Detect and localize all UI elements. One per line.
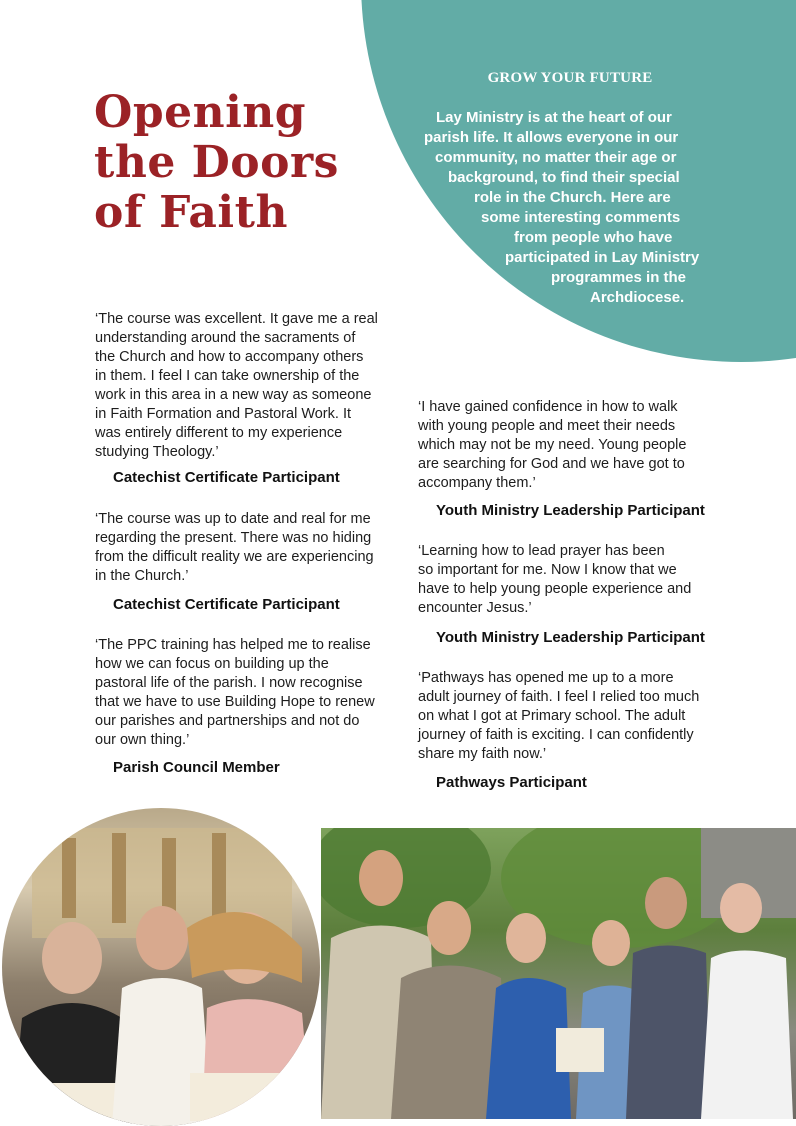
quote-line: in them. I feel I can take ownership of the xyxy=(95,368,360,384)
testimonial-attribution: Youth Ministry Leadership Participant xyxy=(436,629,705,646)
intro-line: background, to find their special xyxy=(448,169,680,186)
testimonial-quote xyxy=(418,542,691,618)
intro-line: participated in Lay Ministry xyxy=(505,249,700,266)
quote-line: our parishes and partnerships and not do xyxy=(95,713,360,729)
testimonial-attribution: Parish Council Member xyxy=(113,759,280,776)
photo-certificate-ceremony xyxy=(2,808,320,1126)
page-title xyxy=(94,88,354,238)
intro-line: role in the Church. Here are xyxy=(474,189,671,206)
testimonial-attribution: Catechist Certificate Participant xyxy=(113,469,340,486)
quote-line: with young people and meet their needs xyxy=(418,418,676,434)
quote-line: ‘The PPC training has helped me to realise xyxy=(95,637,371,653)
testimonial-quote xyxy=(95,636,375,750)
quote-line: studying Theology.’ xyxy=(95,444,219,460)
intro-heading: GROW YOUR FUTURE xyxy=(487,70,653,86)
title-line: of Faith xyxy=(94,187,288,238)
testimonial-attribution: Catechist Certificate Participant xyxy=(113,596,340,613)
title-line: the Doors xyxy=(94,137,339,188)
quote-line: was entirely different to my experience xyxy=(95,425,343,441)
quote-line: ‘Pathways has opened me up to a more xyxy=(418,670,674,686)
quote-line: ‘The course was excellent. It gave me a real xyxy=(95,311,378,327)
quote-line: so important for me. Now I know that we xyxy=(418,562,677,578)
testimonial-quote xyxy=(95,510,374,586)
quote-line: which may not be my need. Young people xyxy=(418,437,687,453)
quote-line: regarding the present. There was no hiding xyxy=(95,530,372,546)
testimonial-attribution: Youth Ministry Leadership Participant xyxy=(436,502,705,519)
quote-line: adult journey of faith. I feel I relied too much xyxy=(418,689,700,705)
photo-group-outdoors xyxy=(321,828,796,1119)
quote-line: in the Church.’ xyxy=(95,568,189,584)
quote-line: have to help young people experience and xyxy=(418,581,692,597)
quote-line: are searching for God and we have got to xyxy=(418,456,685,472)
testimonial-quote xyxy=(418,398,686,493)
testimonial-quote xyxy=(95,310,378,462)
testimonial-attribution: Pathways Participant xyxy=(436,774,587,791)
quote-line: from the difficult reality we are experiencing xyxy=(95,549,374,565)
quote-line: ‘Learning how to lead prayer has been xyxy=(418,543,665,559)
testimonial-quote xyxy=(418,669,699,764)
quote-line: journey of faith is exciting. I can confidently xyxy=(418,727,694,743)
quote-line: ‘I have gained confidence in how to walk xyxy=(418,399,678,415)
photo-certificate-ceremony-art xyxy=(2,808,320,1126)
intro-line: programmes in the xyxy=(551,269,687,286)
title-line: Opening xyxy=(94,87,307,138)
quote-line: our own thing.’ xyxy=(95,732,190,748)
quote-line: share my faith now.’ xyxy=(418,746,547,762)
quote-line: on what I got at Primary school. The adult xyxy=(418,708,686,724)
intro-line: parish life. It allows everyone in our xyxy=(424,129,679,146)
intro-line: from people who have xyxy=(514,229,673,246)
quote-line: the Church and how to accompany others xyxy=(95,349,364,365)
intro-line: Lay Ministry is at the heart of our xyxy=(436,109,672,126)
quote-line: in Faith Formation and Pastoral Work. It xyxy=(95,406,352,422)
photo-group-outdoors-art xyxy=(321,828,796,1119)
quote-line: that we have to use Building Hope to renew xyxy=(95,694,375,710)
quote-line: encounter Jesus.’ xyxy=(418,600,532,616)
quote-line: understanding around the sacraments of xyxy=(95,330,356,346)
intro-line: community, no matter their age or xyxy=(435,149,677,166)
quote-line: pastoral life of the parish. I now recognise xyxy=(95,675,363,691)
intro-line: Archdiocese. xyxy=(590,289,685,306)
quote-line: how we can focus on building up the xyxy=(95,656,329,672)
quote-line: accompany them.’ xyxy=(418,475,536,491)
intro-line: some interesting comments xyxy=(481,209,681,226)
quote-line: work in this area in a new way as someone xyxy=(95,387,372,403)
quote-line: ‘The course was up to date and real for me xyxy=(95,511,371,527)
